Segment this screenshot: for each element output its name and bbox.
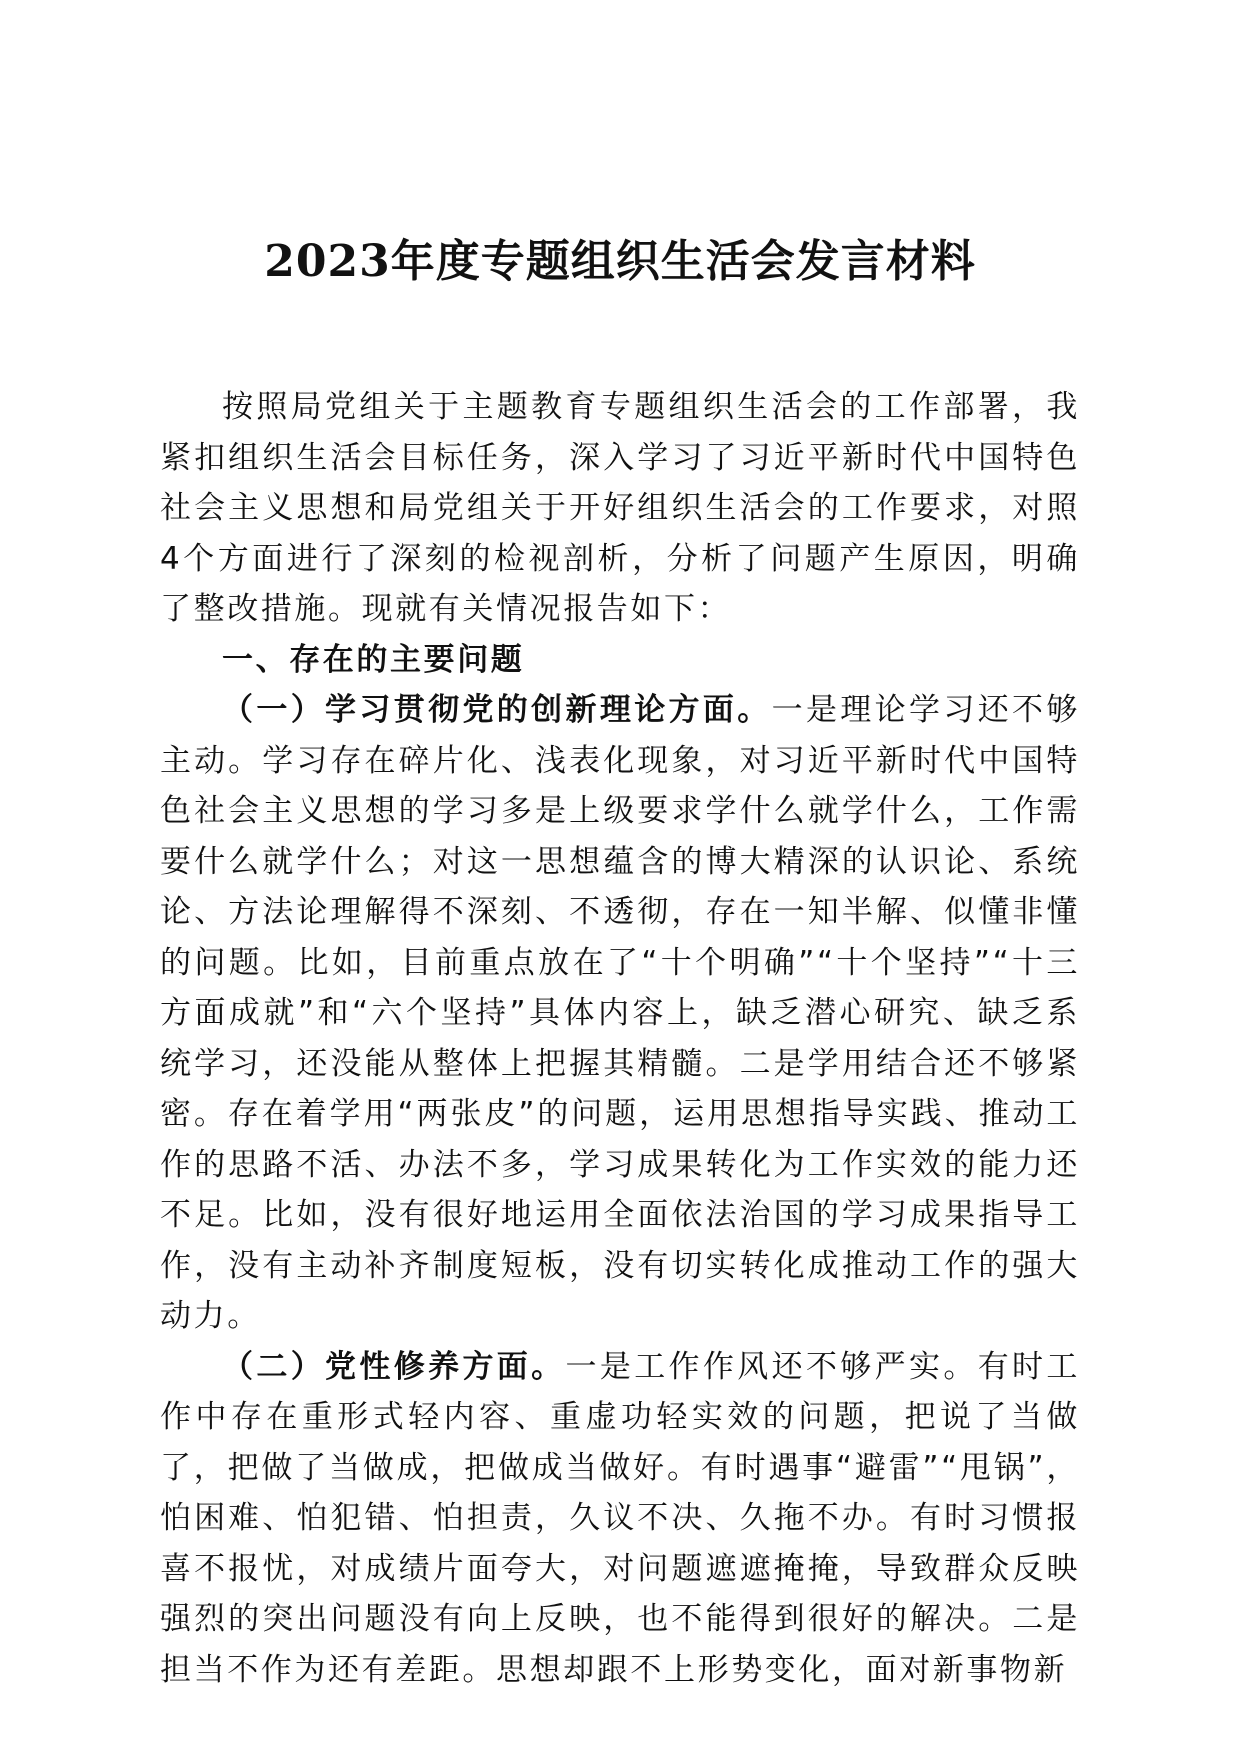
item-1-paragraph	[160, 685, 1080, 1342]
item-2-text: 一是工作作风还不够严实。有时工作中存在重形式轻内容、重虚功轻实效的问题，把说了当做了，把做了当做成，把做成当做好。有时遇事“避雷”“甩锅”，怕困难、怕犯错、怕担责，久议不决、久拖不办。有时习惯报喜不报忧，对成绩片面夸大，对问题遮遮掩掩，导致群众反映强烈的突出问题没有向上反映，也不能得到很好的解决。二是担当不作为还有差距。思想却跟不上形势变化，面对新事物新	[160, 1348, 1080, 1688]
item-1-label: （一）学习贯彻党的创新理论方面。	[222, 692, 772, 728]
item-1-text: 一是理论学习还不够主动。学习存在碎片化、浅表化现象，对习近平新时代中国特色社会主义思想的学习多是上级要求学什么就学什么，工作需要什么就学什么；对这一思想蕴含的博大精深的认识论、系统论、方法论理解得不深刻、不透彻，存在一知半解、似懂非懂的问题。比如，目前重点放在了“十个明确”“十个坚持”“十三方面成就”和“六个坚持”具体内容上，缺乏潜心研究、缺乏系统学习，还没能从整体上把握其精髓。二是学用结合还不够紧密。存在着学用“两张皮”的问题，运用思想指导实践、推动工作的思路不活、办法不多，学习成果转化为工作实效的能力还不足。比如，没有很好地运用全面依法治国的学习成果指导工作，没有主动补齐制度短板，没有切实转化成推动工作的强大动力。	[160, 692, 1080, 1334]
item-2-label: （二）党性修养方面。	[222, 1348, 566, 1385]
section-heading-problems: 一、存在的主要问题	[222, 641, 525, 678]
intro-paragraph: 按照局党组关于主题教育专题组织生活会的工作部署，我紧扣组织生活会目标任务，深入学习了习近平新时代中国特色社会主义思想和局党组关于开好组织生活会的工作要求，对照4个方面进行了深刻的检视剖析，分析了问题产生原因，明确了整改措施。现就有关情况报告如下：	[160, 389, 1080, 627]
document-body	[160, 382, 1080, 1695]
document-title: 2023年度专题组织生活会发言材料	[264, 236, 976, 287]
item-2-paragraph	[160, 1342, 1080, 1696]
